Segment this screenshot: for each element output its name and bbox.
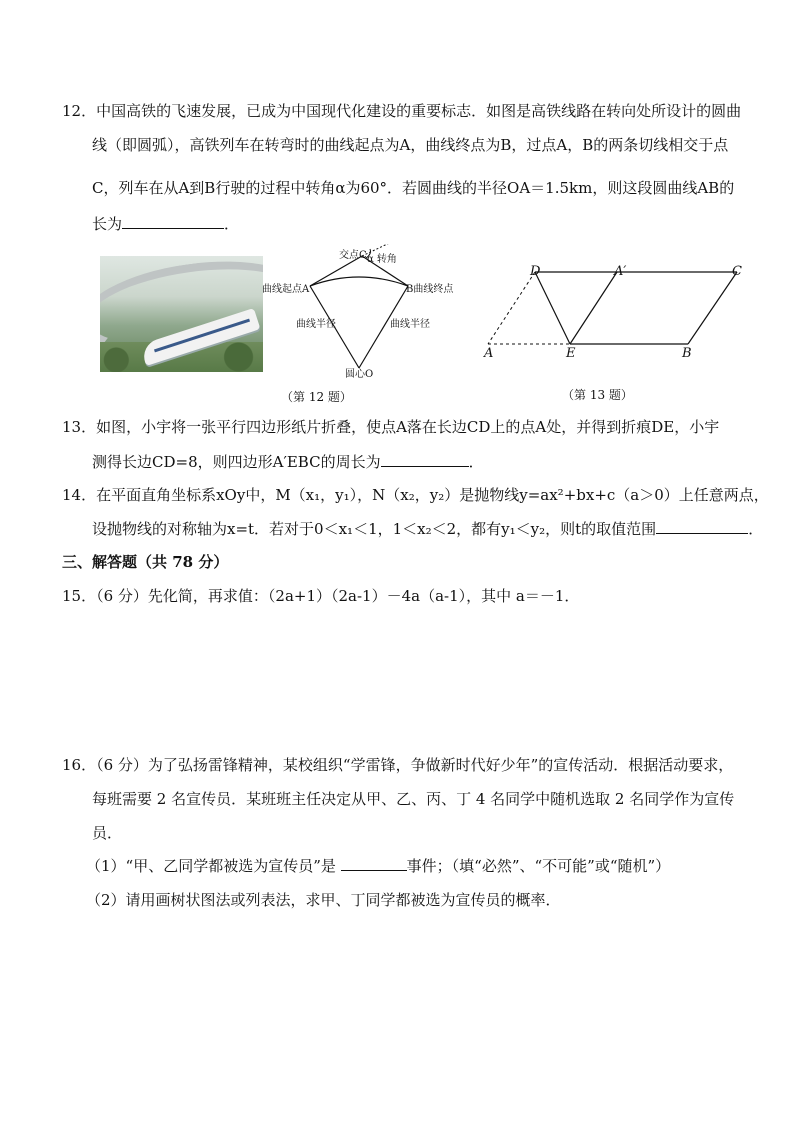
fig12-diagram	[260, 244, 460, 384]
fig13-label-b: B	[682, 346, 692, 361]
fig12-label-a: 曲线起点A	[262, 284, 310, 295]
q14-text1: 在平面直角坐标系xOy中，M（x₁，y₁），N（x₂，y₂）是抛物线y=ax²+bx+c（a＞0）上任意两点，	[96, 486, 769, 504]
q14-answer-blank[interactable]	[656, 519, 748, 534]
q16-sub1-text-a: （1）“甲、乙同学都被选为宣传员”是	[86, 857, 336, 875]
fig13-label-c: C	[732, 264, 742, 279]
q12-line2: 线（即圆弧），高铁列车在转弯时的曲线起点为A，曲线终点为B，过点A，B的两条切线相交于点	[92, 136, 729, 154]
q12-answer-blank[interactable]	[122, 214, 224, 229]
dashed-da	[488, 272, 535, 344]
q13-number: 13．	[62, 418, 97, 436]
fig13-label-e: E	[566, 346, 576, 361]
q13-answer-blank[interactable]	[381, 452, 469, 467]
q12-number: 12．	[62, 102, 97, 120]
q16-sub1-text-b: 事件；（填“必然”、“不可能”或“随机”）	[406, 857, 671, 875]
q12-line3: C，列车在从A到B行驶的过程中转角α为60°．若圆曲线的半径OA＝1.5km，则这段圆曲线AB的	[92, 179, 735, 197]
fig12-label-c: 交点C	[339, 250, 367, 261]
q12-text1: 中国高铁的飞速发展，已成为中国现代化建设的重要标志．如图是高铁线路在转向处所设计的圆曲	[96, 102, 742, 120]
side-cb	[688, 272, 737, 344]
q16-sub1	[86, 856, 670, 876]
fig12-label-r1: 曲线半径	[296, 319, 336, 330]
high-speed-train-photo	[100, 256, 263, 372]
q14-number: 14．	[62, 486, 97, 504]
q12-line4	[92, 214, 239, 234]
fig13-label-d: D	[530, 264, 541, 279]
q13-end: ．	[468, 453, 484, 471]
q12-text4: 长为	[92, 215, 123, 233]
curve-arc	[310, 277, 408, 286]
fig13-label-a1: A′	[614, 264, 627, 279]
q13-text1: 如图，小宇将一张平行四边形纸片折叠，使点A落在长边CD上的点A处，并得到折痕DE，小宇	[96, 418, 720, 436]
q15-line	[62, 586, 579, 606]
q16-line1	[62, 755, 733, 775]
q16-number: 16．	[62, 756, 97, 774]
q15-text: （6 分）先化简，再求值：（2a+1）（2a-1）－4a（a-1），其中 a＝－1．	[96, 587, 580, 605]
fig12-caption: （第 12 题）	[281, 390, 352, 404]
q13-line1	[62, 417, 719, 437]
fig12-label-alpha: α 转角	[367, 254, 397, 265]
section-3-heading: 三、解答题（共 78 分）	[62, 553, 229, 571]
fig13-caption: （第 13 题）	[562, 388, 633, 402]
q16-line3: 员．	[92, 824, 123, 842]
fig12-label-o: 圆心O	[345, 369, 374, 380]
fig13-label-a: A	[484, 346, 494, 361]
fig12-label-b: B曲线终点	[406, 284, 454, 295]
q13-text2: 测得长边CD=8，则四边形A′EBC的周长为	[92, 453, 381, 471]
segment-ea1	[570, 272, 617, 344]
fig12-label-r2: 曲线半径	[390, 319, 430, 330]
q14-text2: 设抛物线的对称轴为x=t．若对于0＜x₁＜1，1＜x₂＜2，都有y₁＜y₂，则t的取值范围	[92, 520, 657, 538]
q14-line2	[92, 519, 763, 539]
q16-text1: （6 分）为了弘扬雷锋精神，某校组织“学雷锋，争做新时代好少年”的宣传活动．根据活动要求，	[96, 756, 734, 774]
fold-de	[535, 272, 570, 344]
q14-end: ．	[748, 520, 764, 538]
q12-end: ．	[224, 215, 240, 233]
q15-number: 15．	[62, 587, 97, 605]
q16-sub2: （2）请用画树状图法或列表法，求甲、丁同学都被选为宣传员的概率．	[86, 891, 561, 909]
q16-line2: 每班需要 2 名宣传员．某班班主任决定从甲、乙、丙、丁 4 名同学中随机选取 2 名同学作为宣传	[92, 790, 735, 808]
q14-line1	[62, 485, 769, 505]
q13-line2	[92, 452, 484, 472]
q12-line1	[62, 101, 741, 121]
q16-answer-blank[interactable]	[341, 856, 407, 871]
